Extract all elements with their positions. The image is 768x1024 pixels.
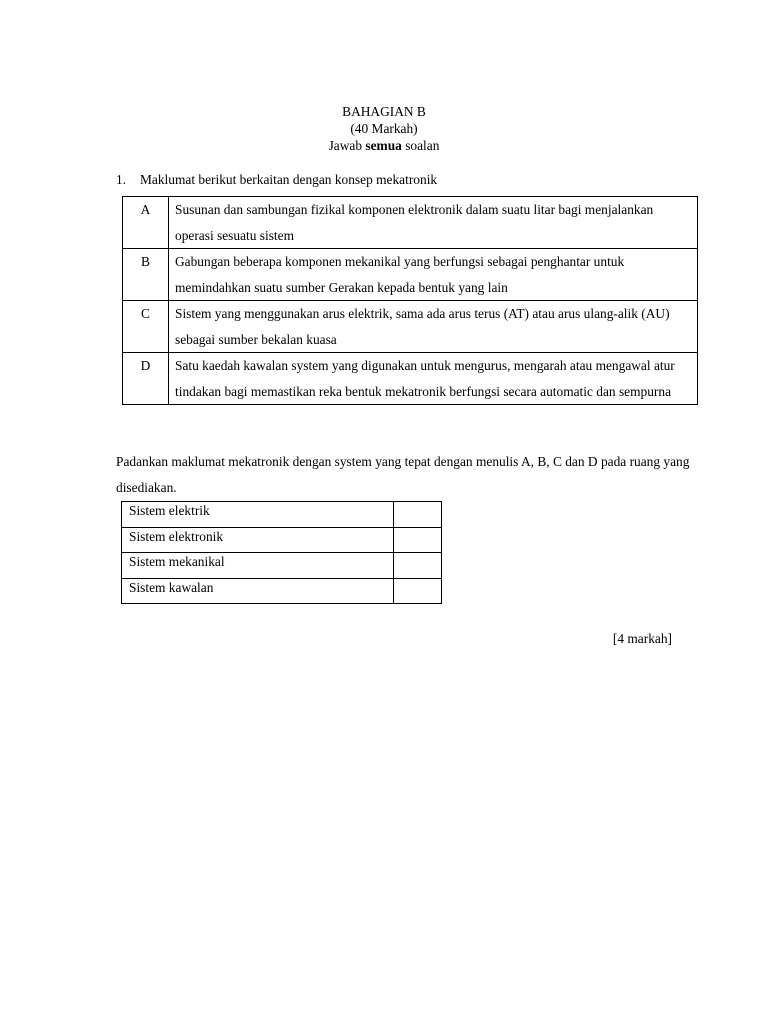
question-text: Maklumat berikut berkaitan dengan konsep mekatronik bbox=[140, 172, 438, 187]
table-row bbox=[123, 197, 698, 249]
concept-letter: A bbox=[123, 197, 169, 249]
table-row bbox=[123, 353, 698, 405]
matching-instruction: Padankan maklumat mekatronik dengan system yang tepat dengan menulis A, B, C dan D pada ruang yang disediakan. bbox=[116, 454, 690, 495]
section-instruction bbox=[0, 137, 768, 154]
concept-description: Sistem yang menggunakan arus elektrik, sama ada arus terus (AT) atau arus ulang-alik (AU) sebagai sumber bekalan kuasa bbox=[169, 301, 698, 353]
table-row bbox=[122, 527, 442, 553]
concept-letter: C bbox=[123, 301, 169, 353]
question-stem bbox=[116, 171, 437, 188]
concept-description: Gabungan beberapa komponen mekanikal yang berfungsi sebagai penghantar untuk memindahkan suatu sumber Gerakan kepada bentuk yang lain bbox=[169, 249, 698, 301]
answer-box[interactable] bbox=[394, 578, 442, 604]
concept-letter: B bbox=[123, 249, 169, 301]
table-row bbox=[123, 301, 698, 353]
system-label: Sistem elektrik bbox=[122, 502, 394, 528]
answer-box[interactable] bbox=[394, 502, 442, 528]
table-row bbox=[123, 249, 698, 301]
answer-table bbox=[121, 501, 442, 604]
answer-box[interactable] bbox=[394, 527, 442, 553]
table-row bbox=[122, 553, 442, 579]
concepts-table bbox=[122, 196, 698, 405]
system-label: Sistem mekanikal bbox=[122, 553, 394, 579]
section-header bbox=[0, 103, 768, 154]
question-marks: [4 markah] bbox=[612, 631, 672, 646]
section-title: BAHAGIAN B bbox=[342, 104, 426, 119]
concept-description: Satu kaedah kawalan system yang digunakan untuk mengurus, mengarah atau mengawal atur tindakan bagi memastikan reka bentuk mekatronik berfungsi secara automatic dan sempurna bbox=[169, 353, 698, 405]
question-number: 1. bbox=[116, 172, 127, 187]
table-row bbox=[122, 578, 442, 604]
section-marks: (40 Markah) bbox=[350, 121, 418, 136]
answer-box[interactable] bbox=[394, 553, 442, 579]
instruction-post: soalan bbox=[405, 138, 440, 153]
instruction-pre: Jawab bbox=[328, 138, 363, 153]
system-label: Sistem elektronik bbox=[122, 527, 394, 553]
concept-description: Susunan dan sambungan fizikal komponen elektronik dalam suatu litar bagi menjalankan operasi sesuatu sistem bbox=[169, 197, 698, 249]
system-label: Sistem kawalan bbox=[122, 578, 394, 604]
instruction-bold: semua bbox=[365, 138, 402, 153]
concept-letter: D bbox=[123, 353, 169, 405]
table-row bbox=[122, 502, 442, 528]
